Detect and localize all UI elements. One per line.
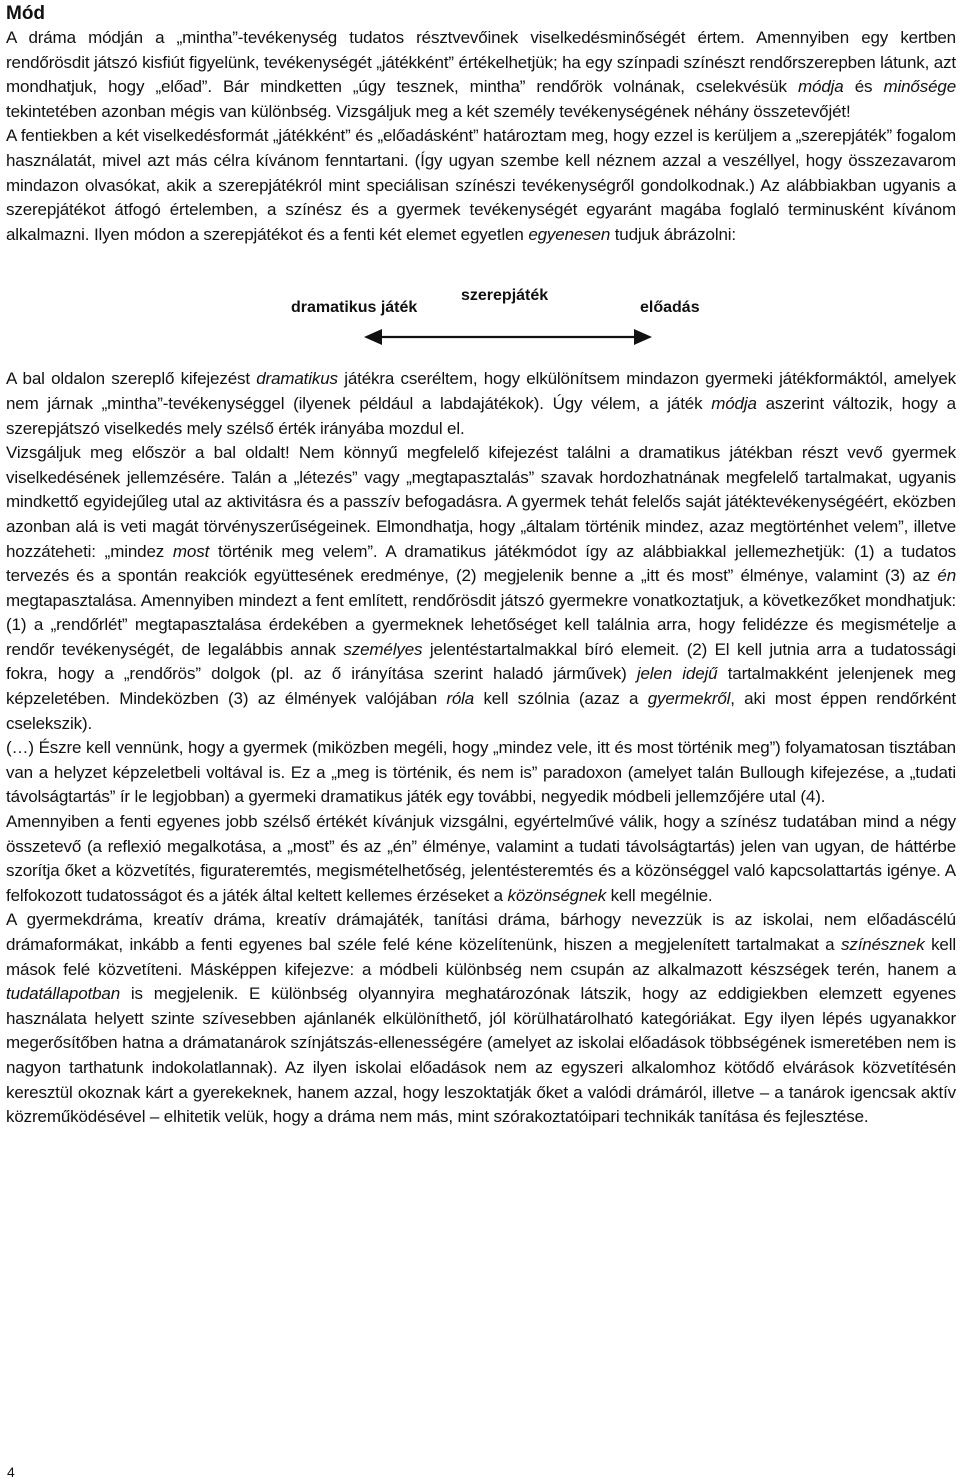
emphasis: dramatikus — [256, 369, 338, 389]
emphasis: színésznek — [841, 935, 925, 954]
paragraph: (…) Észre kell vennünk, hogy a gyermek (miközben megéli, hogy „mindez vele, itt és most történik meg”) folyamatosan tisztában van a helyzet képzeletbeli voltával is. Ez a „meg is történik, és nem is” paradoxon (amelyet talán Bullough kifejezése, a „tudati távolságtartás” ír le legjobban) a gyermeki dramatikus játék egy további, negyedik módbeli jellemzőjére utal (4). — [6, 738, 956, 807]
emphasis: gyermekről — [647, 689, 731, 709]
emphasis: módja — [798, 77, 844, 97]
emphasis: minősége — [883, 77, 956, 97]
paragraph: A dráma módján a „mintha”-tevékenység tudatos résztvevőinek viselkedésminőségét értem. Amennyiben egy kertben rendőrösdit játszó kisfiút figyelünk, tevékenységét „játékként” értékelhetjük; ha egy színpadi színészt rendőrszerepben látunk, azt mondhatjuk, hogy „előad”. Bár mindketten „úgy tesznek, mintha” rendőrök volnának, cselekvésük módja és minősége tekintetében azonban mégis van különbség. Vizsgáljuk meg a két személy tevékenységének néhány összetevőjét! — [6, 28, 956, 121]
continuum-diagram — [6, 263, 956, 363]
paragraph: Amennyiben a fenti egyenes jobb szélső értékét kívánjuk vizsgálni, egyértelművé válik, hogy a színész tudatában mind a négy összetevő (a reflexió megalkotása, a „most” és az „én” élménye, valamint a tudati távolságtartás) jelen van ugyan, de háttérbe szorítja őket a közvetítés, figurateremtés, megismételhetőség, jelentésteremtés és a közönséggel való kapcsolattartás igénye. A felfokozott tudatosságot és a játék által keltett kellemes érzéseket a közönségnek kell megélnie. — [6, 812, 956, 905]
document-body — [6, 0, 956, 1130]
paragraph: A gyermekdráma, kreatív dráma, kreatív drámajáték, tanítási dráma, bárhogy nevezzük is az iskolai, nem előadáscélú drámaformákat, inkább a fenti egyenes bal széle felé kéne közelítenünk, hiszen a megjelenített tartalmakat a színésznek kell mások felé közvetíteni. Másképpen kifejezve: a módbeli különbség nem csupán az alkalmazott készségek terén, hanem a tudatállapotban is megjelenik. E különbség olyannyira meghatározónak látszik, hogy az eddigiekben elemzett egyenes használata helyett szinte szívesebben ajánlanék elkülöníthető, jól körülhatárolható kategóriákat. Egy ilyen lépés ugyanakkor megerősítőben hatna a drámatanárok színjátszás-ellenességére (amelyet az iskolai előadások többségének ismeretében nem is nagyon tarthatunk indokolatlannak). Az ilyen iskolai előadások nem az egyszeri alkalomhoz kötődő elvárások közvetítésén keresztül okoznak kárt a gyerekeknek, hanem azzal, hogy leszoktatják őket a valódi drámáról, illetve – a tanárok igencsak aktív közreműködésével – elhitetik velük, hogy a dráma nem más, mint szórakoztatóipari technikák tanítása és fejlesztése. — [6, 910, 956, 1127]
emphasis: módja — [711, 393, 757, 413]
emphasis: személyes — [343, 639, 423, 659]
emphasis: most — [172, 541, 210, 561]
paragraph: A fentiekben a két viselkedésformát „játékként” és „előadásként” határoztam meg, hogy ezzel is kerüljem a „szerepjáték” fogalom használatát, mivel azt más célra kívánom fenntartani. (Így ugyan szembe kell néznem azzal a veszéllyel, hogy összezavarom mindazon olvasókat, akik a szerepjátékról mint speciálisan színészi tevékenységről gondolkodnak.) Az alábbiakban ugyanis a szerepjátékot átfogó értelemben, a színész és a gyermek tevékenységét egyaránt magába foglaló terminusként kívánom alkalmazni. Ilyen módon a szerepjátékot és a fenti két elemet egyetlen egyenesen tudjuk ábrázolni: — [6, 126, 956, 244]
emphasis: én — [937, 566, 956, 586]
section-title: Mód — [6, 3, 46, 24]
paragraph: A bal oldalon szereplő kifejezést dramatikus játékra cseréltem, hogy elkülönítsem mindazon gyermeki játékformáktól, amelyek nem járnak „mintha”-tevékenységgel (ilyenek például a labdajátékok). Úgy vélem, a játék módja aszerint változik, hogy a szerepjátszó viselkedés mely szélső érték irányába mozdul el. — [6, 369, 956, 438]
paragraph: Vizsgáljuk meg először a bal oldalt! Nem könnyű megfelelő kifejezést találni a dramatikus játékban részt vevő gyermek viselkedésének jellemzésére. Talán a „létezés” vagy „megtapasztalás” szavak hordozhatnának megfelelő tartalmakat, ugyanis mindkettő egyidejűleg utal az aktivitásra és a passzív befogadásra. A gyermek tehát felelős saját játéktevékenységéért, eközben azonban alá is veti magát törvényszerűségeinek. Elmondhatja, hogy „általam történik mindez, azaz megtörténhet velem”, illetve hozzáteheti: „mindez most történik meg velem”. A dramatikus játékmódot így az alábbiakkal jellemezhetjük: (1) a tudatos tervezés és a spontán reakciók együttesének eredménye, (2) megjelenik benne a „itt és most” élménye, valamint (3) az én megtapasztalása. Amennyiben mindezt a fent említett, rendőrösdit játszó gyermekre vonatkoztatjuk, a következőket mondhatjuk: (1) a „rendőrlét” megtapasztalása érdekében a gyermeknek lehetőséget kell találnia arra, hogy felidézze és megismételje a rendőr tevékenységét, de legalábbis annak személyes jelentéstartalmakkal bíró elemeit. (2) El kell jutnia arra a tudatossági fokra, hogy a „rendőrös” dolgok (pl. az ő irányítása szerint haladó járművek) jelen idejű tartalmakként jelenjenek meg képzeletében. Mindeközben (3) az élmények valójában róla kell szólnia (azaz a gyermekről, aki most éppen rendőrként cselekszik). — [6, 443, 957, 733]
emphasis: róla — [446, 689, 475, 709]
page-number: 4 — [7, 1464, 15, 1480]
emphasis: közönségnek — [507, 885, 607, 905]
emphasis: egyenesen — [528, 224, 611, 244]
double-arrow-line — [6, 263, 956, 363]
diagram-left-label: dramatikus játék — [291, 299, 418, 317]
diagram-right-label: előadás — [640, 299, 700, 317]
emphasis: tudatállapotban — [6, 984, 121, 1004]
diagram-center-label: szerepjáték — [461, 287, 549, 305]
emphasis: jelen idejű — [636, 664, 718, 684]
